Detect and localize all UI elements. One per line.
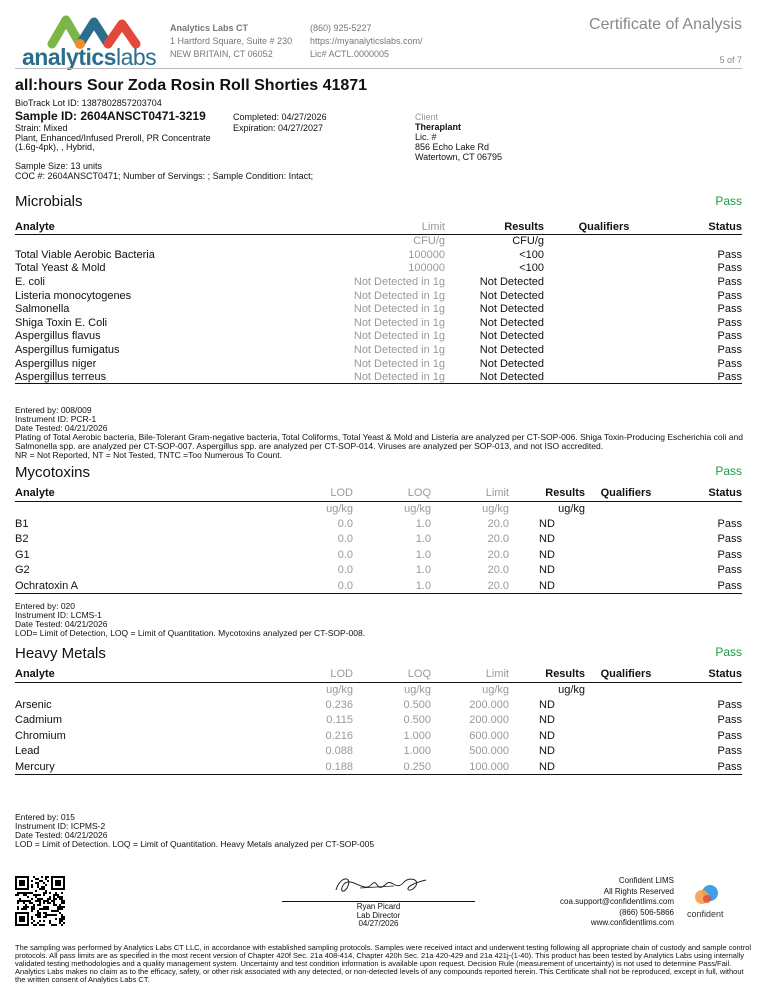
result-cell: <100 bbox=[519, 262, 544, 275]
limit-cell: 200.000 bbox=[469, 714, 509, 727]
column-header-analyte: Analyte bbox=[15, 667, 260, 682]
completed-date: Completed: 04/27/2026 bbox=[233, 112, 327, 122]
column-header-lod: LOD bbox=[260, 486, 353, 501]
analyte-cell: G2 bbox=[15, 564, 30, 577]
result-cell: ND bbox=[539, 533, 555, 546]
lab-phone: (860) 925-5227 bbox=[310, 23, 372, 33]
product-category: Plant, Enhanced/Infused Preroll, PR Concentrate bbox=[15, 132, 211, 143]
microbials-status: Pass bbox=[715, 194, 742, 208]
note-instrument: Instrument ID: PCR-1 bbox=[15, 414, 97, 424]
result-cell: Not Detected bbox=[479, 357, 544, 370]
signature-image bbox=[330, 872, 430, 898]
loq-cell: 1.0 bbox=[415, 564, 431, 577]
loq-cell: 1.0 bbox=[415, 548, 431, 561]
product-title: all:hours Sour Zoda Rosin Roll Shorties 41871 bbox=[15, 77, 368, 94]
loq-cell: 1.0 bbox=[415, 517, 431, 530]
lims-info bbox=[560, 876, 674, 929]
table-row bbox=[15, 370, 742, 384]
product-category-detail: (1.6g-4pk), , Hybrid, bbox=[15, 142, 95, 152]
analyte-cell: Mercury bbox=[15, 759, 260, 775]
column-header-analyte: Analyte bbox=[15, 486, 260, 501]
status-cell: Pass bbox=[717, 533, 742, 546]
analyte-cell: G1 bbox=[15, 548, 30, 561]
analyte-cell: Shiga Toxin E. Coli bbox=[15, 316, 108, 329]
analyte-cell: Ochratoxin A bbox=[15, 578, 260, 594]
column-header-status: Status bbox=[664, 220, 742, 234]
result-cell: ND bbox=[539, 564, 555, 577]
result-cell: Not Detected bbox=[479, 289, 544, 302]
note-entered-by: Entered by: 015 bbox=[15, 812, 76, 822]
analyte-cell: Cadmium bbox=[15, 714, 63, 727]
lod-cell: 0.0 bbox=[337, 564, 353, 577]
mycotoxins-title: Mycotoxins bbox=[15, 464, 91, 481]
column-header-results: Results bbox=[509, 486, 585, 501]
lod-cell: 0.236 bbox=[325, 698, 353, 711]
lod-cell: 0.0 bbox=[337, 517, 353, 530]
table-row bbox=[15, 532, 742, 548]
table-row bbox=[15, 330, 742, 344]
result-cell: Not Detected bbox=[479, 330, 544, 343]
limit-cell: Not Detected in 1g bbox=[245, 370, 445, 384]
lod-cell: 0.088 bbox=[325, 745, 353, 758]
note-date-tested: Date Tested: 04/21/2026 bbox=[15, 830, 108, 840]
limit-cell: 600.000 bbox=[469, 729, 509, 742]
limit-cell: 200.000 bbox=[469, 698, 509, 711]
note-entered-by: Entered by: 008/009 bbox=[15, 405, 92, 415]
page-number: 5 of 7 bbox=[719, 55, 742, 65]
expiration-date: Expiration: 04/27/2027 bbox=[233, 123, 324, 133]
lims-website[interactable]: www.confidentlims.com bbox=[590, 918, 674, 927]
analyte-cell: Arsenic bbox=[15, 698, 52, 711]
table-row bbox=[15, 343, 742, 357]
table-row bbox=[15, 316, 742, 330]
qualifier-cell bbox=[544, 343, 664, 357]
heavy-metals-title: Heavy Metals bbox=[15, 645, 106, 662]
qualifier-cell bbox=[585, 697, 667, 713]
status-cell: Pass bbox=[717, 729, 742, 742]
biotrack-lot-id: BioTrack Lot ID: 1387802857203704 bbox=[15, 98, 162, 108]
mycotoxins-notes bbox=[15, 602, 750, 638]
result-cell: ND bbox=[539, 517, 555, 530]
qualifier-cell bbox=[585, 578, 667, 594]
analyte-cell: Lead bbox=[15, 745, 40, 758]
column-header-loq: LOQ bbox=[353, 486, 431, 501]
note-method: Plating of Total Aerobic bacteria, Bile-Tolerant Gram-negative bacteria, Total Coliforms, Total Yeast & Mold and Listeria are analyzed per CT-SOP-006. Shiga Toxin-Producing Escherichia coli and Salmonella spp. are analyzed per CT-SOP-007. Aspergillus spp. are analyzed per CT-SOP-014. Viruses are analyzed per SOP-013, and not ISO accredited. bbox=[15, 432, 743, 451]
qualifier-cell bbox=[585, 713, 667, 729]
status-cell: Pass bbox=[717, 262, 742, 275]
note-date-tested: Date Tested: 04/21/2026 bbox=[15, 423, 108, 433]
client-license: Lic. # bbox=[415, 132, 437, 142]
analyte-cell: Salmonella bbox=[15, 303, 70, 316]
sample-size: Sample Size: 13 units bbox=[15, 161, 103, 171]
analyte-cell: Aspergillus fumigatus bbox=[15, 343, 120, 356]
result-cell: <100 bbox=[519, 248, 544, 261]
column-header-results: Results bbox=[509, 667, 585, 682]
column-header-lod: LOD bbox=[260, 667, 353, 682]
table-row bbox=[15, 713, 742, 729]
table-row bbox=[15, 728, 742, 744]
limit-cell: Not Detected in 1g bbox=[353, 316, 445, 329]
note-instrument: Instrument ID: ICPMS-2 bbox=[15, 821, 106, 831]
confident-wordmark: confident bbox=[687, 909, 724, 919]
lod-unit: ug/kg bbox=[326, 502, 353, 515]
lod-cell: 0.188 bbox=[260, 759, 353, 775]
analyte-cell: Total Viable Aerobic Bacteria bbox=[15, 248, 155, 261]
note-abbreviations: NR = Not Reported, NT = Not Tested, TNTC =Too Numerous To Count. bbox=[15, 450, 283, 460]
column-header-results: Results bbox=[445, 220, 544, 234]
disclaimer: The sampling was performed by Analytics Labs CT LLC, in accordance with established sampling protocols. Samples were received intact and underwent testing following all appropriate chain of custody and sample control protocols. All pass limits are as specified in the most recent version of Chapter 420f Sec. 21a 408-414, Chapter 420h Sec. 21a 420-429 and 21a 421j-(1-40). This product has been tested by Analytics Labs using internally validated testing methodologies and a quality management system. Uncertainty and test condition information is available upon request. Decision Rule (measurement of uncertainty) is not used to determine Pass/Fail. Analytics Labs makes no claim as to the efficacy, safety, or other risk associated with any detected, or non-detected levels of any compounds reported herein. This Certificate shall not be reproduced, except in full, without the written consent of Analytics Labs CT. bbox=[15, 943, 752, 984]
qualifier-cell bbox=[544, 357, 664, 371]
loq-cell: 0.500 bbox=[403, 698, 431, 711]
table-row bbox=[15, 357, 742, 371]
qualifier-cell bbox=[585, 532, 667, 548]
lod-cell: 0.0 bbox=[337, 533, 353, 546]
limit-cell: Not Detected in 1g bbox=[353, 330, 445, 343]
result-cell: Not Detected bbox=[479, 343, 544, 356]
lod-cell: 0.115 bbox=[326, 714, 353, 727]
limit-cell: 20.0 bbox=[487, 533, 509, 546]
analyte-cell: Aspergillus niger bbox=[15, 357, 97, 370]
table-row bbox=[15, 563, 742, 579]
lab-info bbox=[170, 22, 292, 61]
qualifier-cell bbox=[585, 547, 667, 563]
limit-unit: CFU/g bbox=[413, 235, 445, 248]
status-cell: Pass bbox=[717, 564, 742, 577]
client-name: Theraplant bbox=[415, 122, 462, 132]
client-label: Client bbox=[415, 112, 439, 122]
qualifier-cell bbox=[544, 370, 664, 384]
table-row bbox=[15, 275, 742, 289]
certificate-title: Certificate of Analysis bbox=[589, 16, 742, 33]
lab-contact bbox=[310, 22, 423, 61]
qualifier-cell bbox=[544, 316, 664, 330]
heavy-metals-notes bbox=[15, 813, 750, 849]
limit-cell: 20.0 bbox=[431, 578, 509, 594]
client-address-line2: Watertown, CT 06795 bbox=[415, 152, 503, 162]
status-cell: Pass bbox=[717, 745, 742, 758]
status-cell: Pass bbox=[717, 698, 742, 711]
table-row bbox=[15, 516, 742, 532]
qualifier-cell bbox=[585, 728, 667, 744]
confident-logo-icon bbox=[688, 884, 724, 906]
lab-address-line1: 1 Hartford Square, Suite # 230 bbox=[170, 36, 293, 46]
mycotoxins-table bbox=[15, 486, 742, 594]
limit-cell: 100000 bbox=[408, 248, 445, 261]
lod-unit: ug/kg bbox=[326, 683, 353, 696]
limit-cell: Not Detected in 1g bbox=[353, 357, 445, 370]
result-cell: ND bbox=[539, 745, 555, 758]
qualifier-cell bbox=[585, 516, 667, 532]
status-cell: Pass bbox=[667, 578, 742, 594]
lab-name: Analytics Labs CT bbox=[170, 23, 249, 33]
mycotoxins-status: Pass bbox=[715, 464, 742, 478]
status-cell: Pass bbox=[717, 517, 742, 530]
header-divider bbox=[15, 68, 742, 69]
strain-info bbox=[15, 124, 211, 153]
status-cell: Pass bbox=[717, 275, 742, 288]
lims-email[interactable]: coa.support@confidentlims.com bbox=[560, 897, 674, 906]
result-cell: Not Detected bbox=[479, 316, 544, 329]
limit-cell: 20.0 bbox=[487, 564, 509, 577]
heavy-metals-table bbox=[15, 667, 742, 775]
note-entered-by: Entered by: 020 bbox=[15, 601, 76, 611]
table-row bbox=[15, 547, 742, 563]
lims-rights: All Rights Reserved bbox=[603, 886, 674, 896]
logo-wordmark: analyticslabs bbox=[22, 44, 157, 70]
column-header-analyte: Analyte bbox=[15, 220, 245, 234]
microbials-notes bbox=[15, 406, 750, 460]
lab-website[interactable]: https://myanalyticslabs.com/ bbox=[310, 36, 423, 46]
lod-cell: 0.0 bbox=[260, 578, 353, 594]
analyte-cell: Chromium bbox=[15, 729, 66, 742]
result-cell: ND bbox=[509, 578, 585, 594]
qualifier-cell bbox=[544, 275, 664, 289]
strain: Strain: Mixed bbox=[15, 123, 68, 133]
limit-cell: 500.000 bbox=[469, 745, 509, 758]
analyte-cell: Aspergillus terreus bbox=[15, 370, 245, 384]
note-instrument: Instrument ID: LCMS-1 bbox=[15, 610, 102, 620]
status-cell: Pass bbox=[717, 714, 742, 727]
lod-cell: 0.216 bbox=[325, 729, 353, 742]
qualifier-cell bbox=[544, 302, 664, 316]
loq-unit: ug/kg bbox=[404, 502, 431, 515]
lab-address-line2: NEW BRITAIN, CT 06052 bbox=[170, 49, 273, 59]
result-cell: ND bbox=[539, 698, 555, 711]
result-cell: ND bbox=[539, 548, 555, 561]
results-unit: ug/kg bbox=[558, 683, 585, 696]
table-row bbox=[15, 262, 742, 276]
coc-info: COC #: 2604ANSCT0471; Number of Servings: ; Sample Condition: Intact; bbox=[15, 170, 314, 181]
qualifier-cell bbox=[544, 330, 664, 344]
status-cell: Pass bbox=[717, 330, 742, 343]
status-cell: Pass bbox=[717, 357, 742, 370]
loq-cell: 0.250 bbox=[353, 759, 431, 775]
lod-cell: 0.0 bbox=[337, 548, 353, 561]
loq-cell: 0.500 bbox=[403, 714, 431, 727]
analyte-cell: E. coli bbox=[15, 275, 45, 288]
limit-cell: Not Detected in 1g bbox=[353, 343, 445, 356]
lims-phone: (866) 506-5866 bbox=[619, 907, 674, 917]
note-method: LOD = Limit of Detection. LOQ = Limit of Quantitation. Heavy Metals analyzed per CT-SOP-005 bbox=[15, 839, 375, 849]
results-unit: ug/kg bbox=[558, 502, 585, 515]
results-unit: CFU/g bbox=[512, 235, 544, 248]
qualifier-cell bbox=[585, 759, 667, 775]
status-cell: Pass bbox=[717, 548, 742, 561]
result-cell: Not Detected bbox=[479, 303, 544, 316]
status-cell: Pass bbox=[717, 248, 742, 261]
sample-details bbox=[15, 162, 313, 181]
qualifier-cell bbox=[544, 262, 664, 276]
column-header-loq: LOQ bbox=[353, 667, 431, 682]
microbials-table bbox=[15, 220, 742, 384]
column-header-limit: Limit bbox=[245, 220, 445, 234]
limit-cell: Not Detected in 1g bbox=[353, 303, 445, 316]
signer-name: Ryan Picard bbox=[356, 902, 401, 911]
dates-info bbox=[233, 112, 327, 134]
limit-cell: Not Detected in 1g bbox=[353, 289, 445, 302]
sign-date: 04/27/2026 bbox=[358, 919, 399, 928]
column-header-status: Status bbox=[667, 486, 742, 501]
limit-unit: ug/kg bbox=[482, 683, 509, 696]
analyte-cell: Aspergillus flavus bbox=[15, 330, 101, 343]
result-cell: ND bbox=[509, 759, 585, 775]
sample-id: Sample ID: 2604ANSCT0471-3219 bbox=[15, 109, 206, 123]
table-row bbox=[15, 289, 742, 303]
result-cell: Not Detected bbox=[479, 275, 544, 288]
loq-cell: 1.000 bbox=[403, 729, 431, 742]
limit-cell: 20.0 bbox=[487, 548, 509, 561]
loq-cell: 1.0 bbox=[353, 578, 431, 594]
column-header-limit: Limit bbox=[431, 486, 509, 501]
table-row bbox=[15, 744, 742, 760]
table-row bbox=[15, 578, 742, 594]
qualifier-cell bbox=[544, 289, 664, 303]
limit-cell: 100000 bbox=[408, 262, 445, 275]
limit-cell: 100.000 bbox=[431, 759, 509, 775]
analyte-cell: B1 bbox=[15, 517, 29, 530]
qualifier-cell bbox=[585, 744, 667, 760]
column-header-qualifiers: Qualifiers bbox=[544, 220, 664, 234]
status-cell: Pass bbox=[717, 303, 742, 316]
lab-license: Lic# ACTL.0000005 bbox=[310, 49, 390, 59]
loq-cell: 1.0 bbox=[415, 533, 431, 546]
status-cell: Pass bbox=[664, 370, 742, 384]
column-header-limit: Limit bbox=[431, 667, 509, 682]
analyte-cell: Total Yeast & Mold bbox=[15, 262, 106, 275]
note-date-tested: Date Tested: 04/21/2026 bbox=[15, 619, 108, 629]
status-cell: Pass bbox=[717, 343, 742, 356]
note-method: LOD= Limit of Detection, LOQ = Limit of Quantitation. Mycotoxins analyzed per CT-SOP-008. bbox=[15, 628, 366, 638]
qr-code[interactable] bbox=[15, 876, 65, 926]
loq-cell: 1.000 bbox=[403, 745, 431, 758]
result-cell: ND bbox=[539, 729, 555, 742]
analyte-cell: B2 bbox=[15, 533, 29, 546]
status-cell: Pass bbox=[717, 316, 742, 329]
table-row bbox=[15, 302, 742, 316]
status-cell: Pass bbox=[667, 759, 742, 775]
result-cell: ND bbox=[539, 714, 555, 727]
qualifier-cell bbox=[544, 248, 664, 262]
limit-cell: Not Detected in 1g bbox=[353, 275, 445, 288]
limit-cell: 20.0 bbox=[487, 517, 509, 530]
limit-unit: ug/kg bbox=[482, 502, 509, 515]
qualifier-cell bbox=[585, 563, 667, 579]
microbials-title: Microbials bbox=[15, 193, 83, 210]
table-row bbox=[15, 759, 742, 775]
column-header-status: Status bbox=[667, 667, 742, 682]
lims-name: Confident LIMS bbox=[618, 876, 674, 885]
signer-title: Lab Director bbox=[356, 910, 401, 920]
client-info bbox=[415, 112, 502, 162]
loq-unit: ug/kg bbox=[404, 683, 431, 696]
signer-info bbox=[282, 903, 475, 929]
result-cell: Not Detected bbox=[445, 370, 544, 384]
table-row bbox=[15, 697, 742, 713]
analyte-cell: Listeria monocytogenes bbox=[15, 289, 132, 302]
table-row bbox=[15, 248, 742, 262]
status-cell: Pass bbox=[717, 289, 742, 302]
column-header-qualifiers: Qualifiers bbox=[585, 486, 667, 501]
column-header-qualifiers: Qualifiers bbox=[585, 667, 667, 682]
heavy-metals-status: Pass bbox=[715, 645, 742, 659]
client-address-line1: 856 Echo Lake Rd bbox=[415, 142, 490, 152]
